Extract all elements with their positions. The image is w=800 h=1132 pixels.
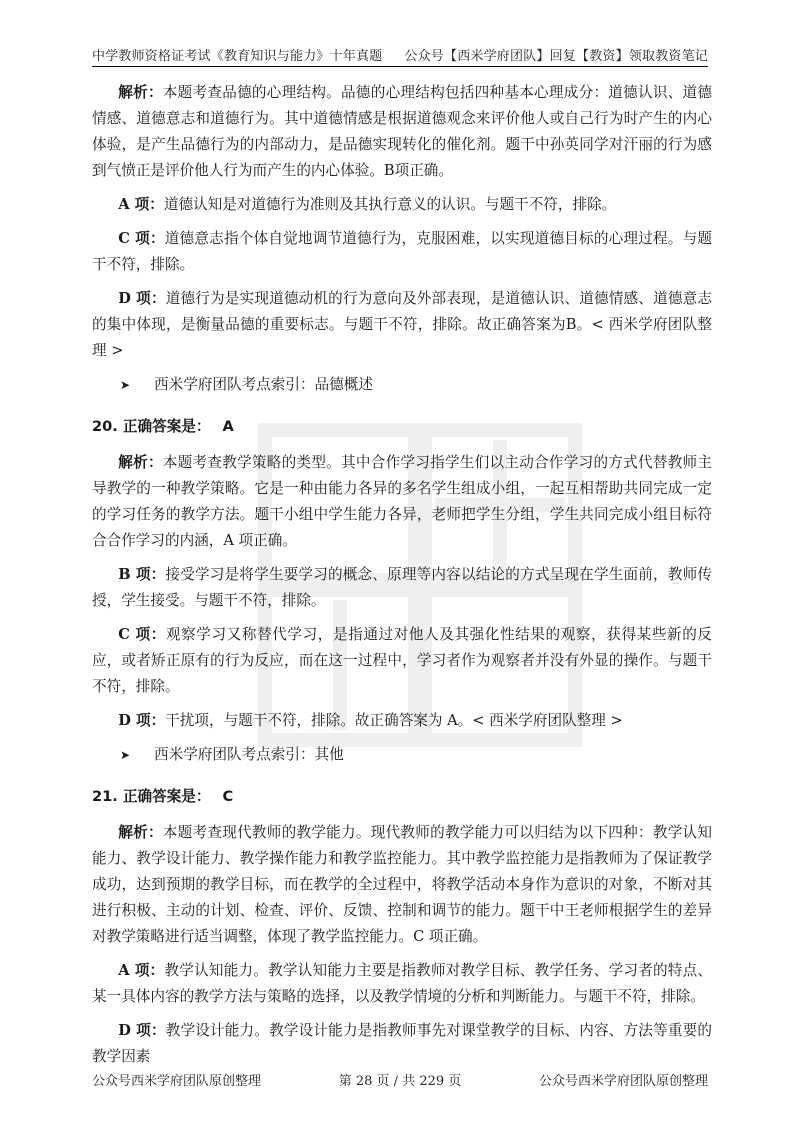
page-footer: [92, 1070, 708, 1089]
page-content: [92, 80, 712, 1078]
q19-index: ➤ 西米学府团队考点索引：品德概述: [92, 372, 712, 398]
q20-title: 20. 正确答案是： A: [92, 418, 234, 435]
q19-analysis: 解析：本题考查品德的心理结构。品德的心理结构包括四种基本心理成分：道德认识、道德情感、道德意志和道德行为。其中道德情感是根据道德观念来评价他人或自己行为时产生的内心体验，是产生品德行为的内部动力，是品德实现转化的催化剂。题干中孙英同学对汗丽的行为感到气愤正是评价他人行为而产生的内心体验。B项正确。: [92, 84, 712, 179]
q21-option-a: A 项：教学认知能力。教学认知能力主要是指教师对教学目标、教学任务、学习者的特点、某一具体内容的教学方法与策略的选择，以及教学情境的分析和判断能力。与题干不符，排除。: [92, 962, 713, 1005]
q20-option-d: D 项：干扰项，与题干不符，排除。故正确答案为 A。< 西米学府团队整理 >: [118, 712, 623, 729]
q19-option-a: A 项：道德认知是对道德行为准则及其执行意义的认识。与题干不符，排除。: [118, 196, 617, 213]
q19-option-d: D 项：道德行为是实现道德动机的行为意向及外部表现，是道德认识、道德情感、道德意志的集中体现，是衡量品德的重要标志。与题干不符，排除。故正确答案为B。< 西米学府团队整理 >: [92, 290, 712, 359]
q21-option-d: D 项：教学设计能力。教学设计能力是指教师事先对课堂教学的目标、内容、方法等重要的教学因素: [92, 1022, 712, 1065]
q21-title: 21. 正确答案是： C: [92, 788, 234, 805]
page-header: [92, 42, 708, 67]
q21-answer: C: [222, 788, 234, 805]
page-number: 第 28 页 / 共 229 页: [338, 1074, 462, 1089]
footer-left: 公众号西米学府团队原创整理: [92, 1074, 262, 1089]
q20-analysis: 解析：本题考查教学策略的类型。其中合作学习指学生们以主动合作学习的方式代替教师主导教学的一种教学策略。它是一种由能力各异的多名学生组成小组，一起互相帮助共同完成一定的学习任务的教学方法。题干小组中学生能力各异，老师把学生分组，学生共同完成小组目标符合合作学习的内涵，A 项正确。: [92, 454, 712, 549]
q21-analysis: 解析：本题考查现代教师的教学能力。现代教师的教学能力可以归结为以下四种：教学认知能力、教学设计能力、教学操作能力和教学监控能力。其中教学监控能力是指教师为了保证教学成功，达到预期的教学目标，而在教学的全过程中，将教学活动本身作为意识的对象，不断对其进行积极、主动的计划、检查、评价、反馈、控制和调节的能力。题干中王老师根据学生的差异对教学策略进行适当调整，体现了教学监控能力。C 项正确。: [92, 824, 712, 945]
header-promo: 公众号【西米学府团队】回复【教资】领取教资笔记: [404, 49, 708, 64]
q20-option-b: B 项：接受学习是将学生要学习的概念、原理等内容以结论的方式呈现在学生面前，教师传授，学生接受。与题干不符，排除。: [92, 566, 712, 609]
footer-right: 公众号西米学府团队原创整理: [538, 1074, 708, 1089]
q19-option-c: C 项：道德意志指个体自觉地调节道德行为，克服困难，以实现道德目标的心理过程。与题干不符，排除。: [92, 230, 712, 273]
arrow-bullet-icon: ➤: [120, 748, 131, 762]
header-title: 中学教师资格证考试《教育知识与能力》十年真题: [92, 49, 383, 64]
q20-index: ➤ 西米学府团队考点索引：其他: [92, 742, 712, 768]
q20-answer: A: [222, 418, 234, 435]
q20-option-c: C 项：观察学习又称替代学习，是指通过对他人及其强化性结果的观察，获得某些新的反应，或者矫正原有的行为反应，而在这一过程中，学习者作为观察者并没有外显的操作。与题干不符，排除。: [92, 626, 712, 695]
arrow-bullet-icon: ➤: [120, 378, 131, 392]
